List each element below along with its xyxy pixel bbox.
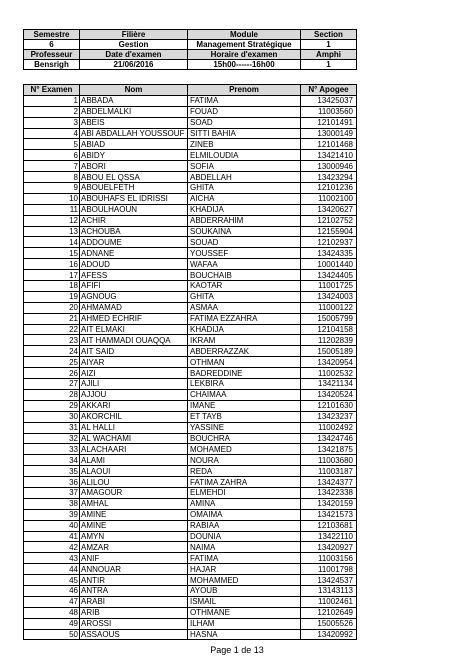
prenom-cell: OTHMANE: [188, 607, 301, 618]
prenom-cell: IKRAM: [188, 335, 301, 346]
prenom-cell: MOHAMMED: [188, 575, 301, 586]
exam-number-cell: 7: [24, 161, 80, 172]
nom-cell: AMINE: [80, 509, 188, 520]
section-value: 1: [301, 40, 357, 50]
section-label: Section: [301, 30, 357, 40]
apogee-cell: 11002532: [301, 368, 357, 379]
column-header-prenom: Prenom: [188, 85, 301, 96]
exam-number-cell: 34: [24, 455, 80, 466]
exam-number-cell: 12: [24, 215, 80, 226]
apogee-cell: 12155904: [301, 226, 357, 237]
prenom-cell: CHAIMAA: [188, 389, 301, 400]
apogee-cell: 12102649: [301, 607, 357, 618]
table-row: [24, 150, 357, 161]
exam-number-cell: 32: [24, 433, 80, 444]
prenom-cell: WAFAA: [188, 259, 301, 270]
table-row: [24, 259, 357, 270]
prenom-cell: SOAD: [188, 117, 301, 128]
apogee-cell: 12103681: [301, 520, 357, 531]
table-row: [24, 368, 357, 379]
nom-cell: AMINE: [80, 520, 188, 531]
prenom-cell: OTHMAN: [188, 357, 301, 368]
exam-number-cell: 44: [24, 564, 80, 575]
exam-number-cell: 26: [24, 368, 80, 379]
nom-cell: ACHIR: [80, 215, 188, 226]
exam-number-cell: 2: [24, 106, 80, 117]
prenom-cell: ELMILOUDIA: [188, 150, 301, 161]
student-table-header-row: [24, 85, 357, 96]
table-row: [24, 161, 357, 172]
filiere-value: Gestion: [80, 40, 188, 50]
nom-cell: ANNOUAR: [80, 564, 188, 575]
exam-number-cell: 28: [24, 389, 80, 400]
apogee-cell: 11003680: [301, 455, 357, 466]
table-row: [24, 117, 357, 128]
table-row: [24, 324, 357, 335]
table-row: [24, 509, 357, 520]
nom-cell: AIT SAID: [80, 346, 188, 357]
exam-number-cell: 17: [24, 270, 80, 281]
exam-number-cell: 16: [24, 259, 80, 270]
prenom-cell: ET TAYB: [188, 411, 301, 422]
apogee-cell: 15005189: [301, 346, 357, 357]
table-row: [24, 204, 357, 215]
professeur-label: Professeur: [24, 50, 80, 60]
exam-number-cell: 43: [24, 553, 80, 564]
prenom-cell: AMINA: [188, 498, 301, 509]
exam-number-cell: 11: [24, 204, 80, 215]
nom-cell: ARIB: [80, 607, 188, 618]
table-row: [24, 226, 357, 237]
semestre-value: 6: [24, 40, 80, 50]
nom-cell: ANIF: [80, 553, 188, 564]
nom-cell: AJILI: [80, 379, 188, 390]
apogee-cell: 11003156: [301, 553, 357, 564]
exam-number-cell: 27: [24, 379, 80, 390]
table-row: [24, 411, 357, 422]
nom-cell: ABDELMALKI: [80, 106, 188, 117]
prenom-cell: FOUAD: [188, 106, 301, 117]
table-row: [24, 248, 357, 259]
prenom-cell: DOUNIA: [188, 531, 301, 542]
prenom-cell: BADREDDINE: [188, 368, 301, 379]
table-row: [24, 291, 357, 302]
filiere-label: Filière: [80, 30, 188, 40]
nom-cell: ALACHAARI: [80, 444, 188, 455]
nom-cell: AIT HAMMADI OUAQQA: [80, 335, 188, 346]
table-row: [24, 193, 357, 204]
exam-number-cell: 30: [24, 411, 80, 422]
prenom-cell: BOUCHRA: [188, 433, 301, 444]
exam-number-cell: 3: [24, 117, 80, 128]
table-row: [24, 357, 357, 368]
prenom-cell: SOFIA: [188, 161, 301, 172]
table-row: [24, 95, 357, 106]
apogee-cell: 13420992: [301, 629, 357, 640]
table-row: [24, 183, 357, 194]
table-row: [24, 106, 357, 117]
nom-cell: AGNOUG: [80, 291, 188, 302]
table-row: [24, 520, 357, 531]
prenom-cell: ABDERRAHIM: [188, 215, 301, 226]
nom-cell: AKKARI: [80, 400, 188, 411]
nom-cell: AFIFI: [80, 281, 188, 292]
nom-cell: ARABI: [80, 596, 188, 607]
prenom-cell: IMANE: [188, 400, 301, 411]
prenom-cell: ASMAA: [188, 302, 301, 313]
nom-cell: ANTIR: [80, 575, 188, 586]
apogee-cell: 13000149: [301, 128, 357, 139]
exam-info-header-row: [24, 50, 357, 60]
prenom-cell: HASNA: [188, 629, 301, 640]
apogee-cell: 13421134: [301, 379, 357, 390]
apogee-cell: 13425037: [301, 95, 357, 106]
nom-cell: ABEIS: [80, 117, 188, 128]
table-row: [24, 466, 357, 477]
table-row: [24, 607, 357, 618]
student-list-table: [23, 84, 357, 640]
table-row: [24, 237, 357, 248]
nom-cell: ADDOUME: [80, 237, 188, 248]
apogee-cell: 13420524: [301, 389, 357, 400]
table-row: [24, 313, 357, 324]
exam-number-cell: 37: [24, 487, 80, 498]
apogee-cell: 12102937: [301, 237, 357, 248]
exam-number-cell: 31: [24, 422, 80, 433]
exam-number-cell: 23: [24, 335, 80, 346]
apogee-cell: 13422338: [301, 487, 357, 498]
apogee-cell: 13000946: [301, 161, 357, 172]
table-row: [24, 596, 357, 607]
nom-cell: AIZI: [80, 368, 188, 379]
exam-info-value-row: [24, 40, 357, 50]
table-row: [24, 270, 357, 281]
prenom-cell: FATIMA: [188, 553, 301, 564]
apogee-cell: 11002492: [301, 422, 357, 433]
prenom-cell: SITTI BAHIA: [188, 128, 301, 139]
nom-cell: ABIAD: [80, 139, 188, 150]
exam-number-cell: 47: [24, 596, 80, 607]
exam-number-cell: 45: [24, 575, 80, 586]
exam-number-cell: 48: [24, 607, 80, 618]
nom-cell: AIYAR: [80, 357, 188, 368]
prenom-cell: LEKBIRA: [188, 379, 301, 390]
prenom-cell: BOUCHAIB: [188, 270, 301, 281]
prenom-cell: ISMAIL: [188, 596, 301, 607]
exam-number-cell: 36: [24, 477, 80, 488]
table-row: [24, 585, 357, 596]
table-row: [24, 575, 357, 586]
exam-number-cell: 20: [24, 302, 80, 313]
apogee-cell: 13420927: [301, 542, 357, 553]
professeur-value: Bensrigh: [24, 60, 80, 70]
nom-cell: AMYN: [80, 531, 188, 542]
prenom-cell: AYOUB: [188, 585, 301, 596]
apogee-cell: 11202839: [301, 335, 357, 346]
exam-info-header-row: [24, 30, 357, 40]
prenom-cell: RABIAA: [188, 520, 301, 531]
column-header-numero: N° Examen: [24, 85, 80, 96]
exam-number-cell: 22: [24, 324, 80, 335]
nom-cell: AMHAL: [80, 498, 188, 509]
date-label: Date d'examen: [80, 50, 188, 60]
nom-cell: ABOUELFETH: [80, 183, 188, 194]
nom-cell: AHMED ECHRIF: [80, 313, 188, 324]
apogee-cell: 11002461: [301, 596, 357, 607]
prenom-cell: KAOTAR: [188, 281, 301, 292]
nom-cell: ABOU EL QSSA: [80, 172, 188, 183]
table-row: [24, 444, 357, 455]
table-row: [24, 498, 357, 509]
prenom-cell: ABDERRAZZAK: [188, 346, 301, 357]
apogee-cell: 11002100: [301, 193, 357, 204]
table-row: [24, 564, 357, 575]
table-row: [24, 379, 357, 390]
apogee-cell: 13420159: [301, 498, 357, 509]
exam-number-cell: 40: [24, 520, 80, 531]
amphi-label: Amphi: [301, 50, 357, 60]
exam-number-cell: 38: [24, 498, 80, 509]
exam-info-table: [23, 29, 357, 70]
exam-number-cell: 21: [24, 313, 80, 324]
table-row: [24, 172, 357, 183]
nom-cell: ABI ABDALLAH YOUSSOUF: [80, 128, 188, 139]
apogee-cell: 12101491: [301, 117, 357, 128]
amphi-value: 1: [301, 60, 357, 70]
exam-number-cell: 15: [24, 248, 80, 259]
apogee-cell: 13421573: [301, 509, 357, 520]
table-row: [24, 618, 357, 629]
table-row: [24, 281, 357, 292]
nom-cell: AJJOU: [80, 389, 188, 400]
nom-cell: ALAMI: [80, 455, 188, 466]
table-row: [24, 487, 357, 498]
prenom-cell: NAIMA: [188, 542, 301, 553]
table-row: [24, 553, 357, 564]
date-value: 21/06/2016: [80, 60, 188, 70]
exam-number-cell: 10: [24, 193, 80, 204]
exam-number-cell: 29: [24, 400, 80, 411]
apogee-cell: 13424746: [301, 433, 357, 444]
nom-cell: ASSAOUS: [80, 629, 188, 640]
nom-cell: AIT ELMAKI: [80, 324, 188, 335]
table-row: [24, 215, 357, 226]
apogee-cell: 13424537: [301, 575, 357, 586]
exam-number-cell: 19: [24, 291, 80, 302]
prenom-cell: ELMEHDI: [188, 487, 301, 498]
page-number: Page 1 de 13: [210, 645, 264, 655]
apogee-cell: 13421410: [301, 150, 357, 161]
table-row: [24, 302, 357, 313]
apogee-cell: 11000122: [301, 302, 357, 313]
prenom-cell: ZINEB: [188, 139, 301, 150]
prenom-cell: GHITA: [188, 183, 301, 194]
prenom-cell: MOHAMED: [188, 444, 301, 455]
prenom-cell: ABDELLAH: [188, 172, 301, 183]
nom-cell: AL HALLI: [80, 422, 188, 433]
prenom-cell: YOUSSEF: [188, 248, 301, 259]
table-row: [24, 433, 357, 444]
apogee-cell: 13420954: [301, 357, 357, 368]
apogee-cell: 12101630: [301, 400, 357, 411]
nom-cell: ALILOU: [80, 477, 188, 488]
apogee-cell: 13422110: [301, 531, 357, 542]
horaire-value: 15h00------16h00: [188, 60, 301, 70]
exam-number-cell: 8: [24, 172, 80, 183]
exam-number-cell: 35: [24, 466, 80, 477]
nom-cell: ABORI: [80, 161, 188, 172]
table-row: [24, 128, 357, 139]
apogee-cell: 11001798: [301, 564, 357, 575]
apogee-cell: 13421875: [301, 444, 357, 455]
prenom-cell: FATIMA EZZAHRA: [188, 313, 301, 324]
prenom-cell: KHADIJA: [188, 324, 301, 335]
nom-cell: AMZAR: [80, 542, 188, 553]
nom-cell: ANTRA: [80, 585, 188, 596]
nom-cell: ACHOUBA: [80, 226, 188, 237]
apogee-cell: 13423237: [301, 411, 357, 422]
table-row: [24, 531, 357, 542]
nom-cell: AHMAMAD: [80, 302, 188, 313]
apogee-cell: 13423294: [301, 172, 357, 183]
prenom-cell: FATIMA ZAHRA: [188, 477, 301, 488]
apogee-cell: 15005799: [301, 313, 357, 324]
nom-cell: ABBADA: [80, 95, 188, 106]
exam-number-cell: 5: [24, 139, 80, 150]
exam-number-cell: 33: [24, 444, 80, 455]
apogee-cell: 13420627: [301, 204, 357, 215]
table-row: [24, 335, 357, 346]
apogee-cell: 11003187: [301, 466, 357, 477]
apogee-cell: 12104158: [301, 324, 357, 335]
table-row: [24, 389, 357, 400]
exam-number-cell: 46: [24, 585, 80, 596]
prenom-cell: HAJAR: [188, 564, 301, 575]
apogee-cell: 13424003: [301, 291, 357, 302]
student-table-body: [24, 95, 357, 640]
table-row: [24, 455, 357, 466]
exam-number-cell: 6: [24, 150, 80, 161]
exam-number-cell: 49: [24, 618, 80, 629]
nom-cell: ALAOUI: [80, 466, 188, 477]
apogee-cell: 10001440: [301, 259, 357, 270]
prenom-cell: ILHAM: [188, 618, 301, 629]
nom-cell: AKORCHIL: [80, 411, 188, 422]
exam-number-cell: 4: [24, 128, 80, 139]
exam-number-cell: 14: [24, 237, 80, 248]
horaire-label: Horaire d'examen: [188, 50, 301, 60]
exam-number-cell: 41: [24, 531, 80, 542]
nom-cell: ABIDY: [80, 150, 188, 161]
exam-number-cell: 25: [24, 357, 80, 368]
prenom-cell: SOUAD: [188, 237, 301, 248]
apogee-cell: 13143113: [301, 585, 357, 596]
nom-cell: ADNANE: [80, 248, 188, 259]
prenom-cell: OMAIMA: [188, 509, 301, 520]
prenom-cell: NOURA: [188, 455, 301, 466]
table-row: [24, 629, 357, 640]
table-row: [24, 477, 357, 488]
prenom-cell: KHADIJA: [188, 204, 301, 215]
column-header-apogee: N° Apogee: [301, 85, 357, 96]
module-label: Module: [188, 30, 301, 40]
table-row: [24, 542, 357, 553]
exam-number-cell: 42: [24, 542, 80, 553]
prenom-cell: SOUKAINA: [188, 226, 301, 237]
exam-number-cell: 50: [24, 629, 80, 640]
nom-cell: ABOUHAFS EL IDRISSI: [80, 193, 188, 204]
nom-cell: AROSSI: [80, 618, 188, 629]
apogee-cell: 11003560: [301, 106, 357, 117]
apogee-cell: 13424335: [301, 248, 357, 259]
table-row: [24, 400, 357, 411]
column-header-nom: Nom: [80, 85, 188, 96]
nom-cell: ADOUD: [80, 259, 188, 270]
nom-cell: ABOULHAOUN: [80, 204, 188, 215]
prenom-cell: GHITA: [188, 291, 301, 302]
module-value: Management Stratégique: [188, 40, 301, 50]
exam-number-cell: 1: [24, 95, 80, 106]
exam-number-cell: 9: [24, 183, 80, 194]
table-row: [24, 346, 357, 357]
exam-number-cell: 24: [24, 346, 80, 357]
apogee-cell: 13424405: [301, 270, 357, 281]
apogee-cell: 12101236: [301, 183, 357, 194]
apogee-cell: 12102752: [301, 215, 357, 226]
table-row: [24, 139, 357, 150]
nom-cell: AL WACHAMI: [80, 433, 188, 444]
prenom-cell: FATIMA: [188, 95, 301, 106]
exam-info-value-row: [24, 60, 357, 70]
nom-cell: AFESS: [80, 270, 188, 281]
apogee-cell: 15005526: [301, 618, 357, 629]
semestre-label: Semestre: [24, 30, 80, 40]
exam-number-cell: 13: [24, 226, 80, 237]
prenom-cell: REDA: [188, 466, 301, 477]
prenom-cell: AICHA: [188, 193, 301, 204]
nom-cell: AMAGOUR: [80, 487, 188, 498]
apogee-cell: 13424377: [301, 477, 357, 488]
exam-number-cell: 39: [24, 509, 80, 520]
apogee-cell: 12101468: [301, 139, 357, 150]
table-row: [24, 422, 357, 433]
exam-number-cell: 18: [24, 281, 80, 292]
apogee-cell: 11001725: [301, 281, 357, 292]
prenom-cell: YASSINE: [188, 422, 301, 433]
